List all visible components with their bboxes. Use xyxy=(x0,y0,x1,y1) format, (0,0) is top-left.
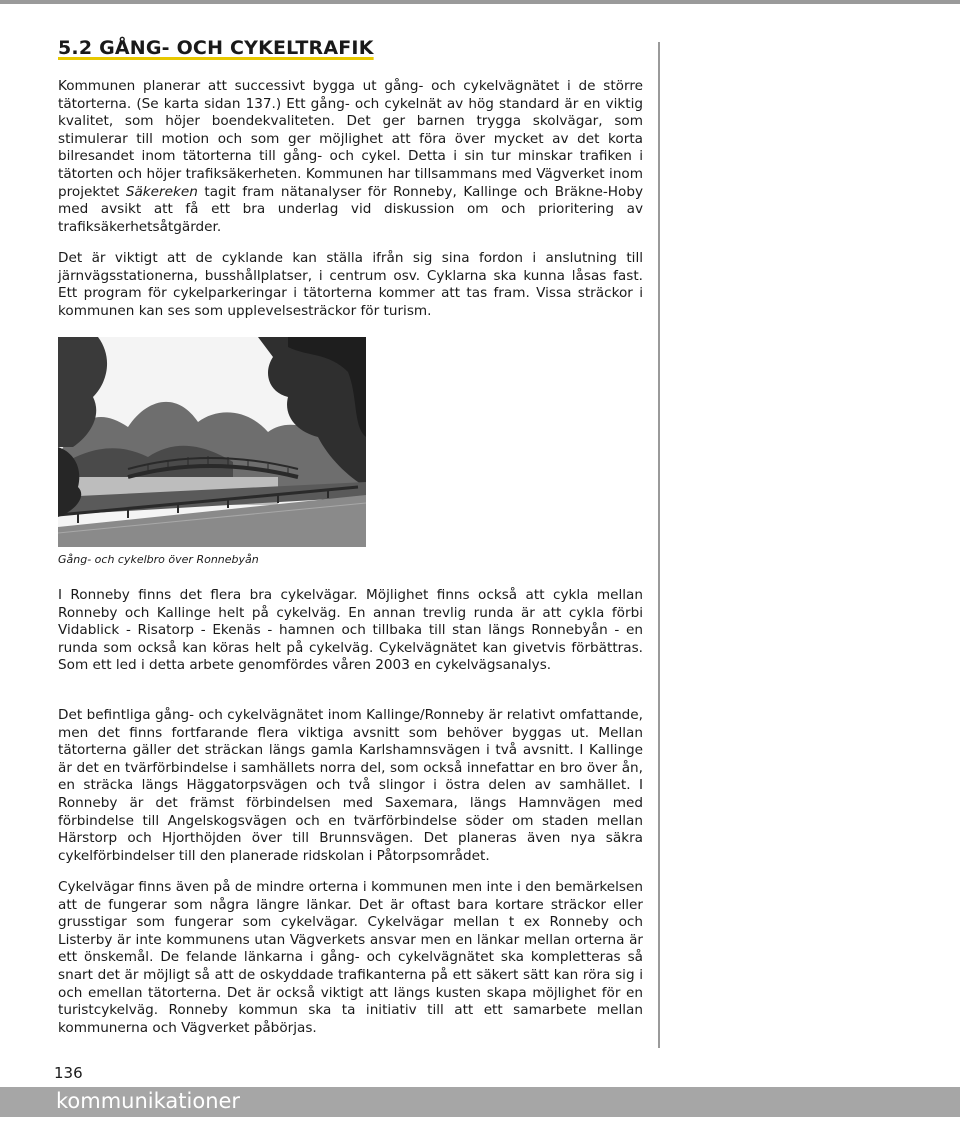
paragraph-4: Det befintliga gång- och cykelvägnätet inom Kallinge/Ronneby är relativt omfattande, men det finns fortfarande flera viktiga avsnitt som behöver byggas ut. Mellan tätorterna gäller det sträckan längs gamla Karlshamnsvägen i två avsnitt. I Kallinge är det en tvärförbindelse i samhällets norra del, som också innefattar en bro över ån, en sträcka längs Häggatorpsvägen och två slingor i östra delen av samhället. I Ronneby är det främst förbindelsen med Saxemara, längs Hamnvägen med förbindelse till Angelskogsvägen och en tvärförbindelse söder om staden mellan Härstorp och Hjorthöjden över till Brunnsvägen. Det planeras även nya säkra cykelförbindelser till den planerade ridskolan i Påtorpsområdet. xyxy=(58,707,643,864)
paragraph-1 xyxy=(58,78,643,236)
paragraph-2: Det är viktigt att de cyklande kan ställa ifrån sig sina fordon i anslutning till järnvägsstationerna, busshållplatser, i centrum osv. Cyklarna ska kunna låsas fast. Ett program för cykelparkeringar i tätorterna kommer att tas fram. Vissa sträckor i kommunen kan ses som upplevelsesträckor för turism. xyxy=(58,250,643,319)
project-name: Säkereken xyxy=(125,183,198,200)
paragraph-1-text-b: tagit fram nätanalyser för Ronneby, Kallinge och Bräkne-Hoby med avsikt att få ett bra underlag vid diskussion om och prioritering av trafiksäkerhetsåtgärder. xyxy=(58,183,643,235)
bridge-photo xyxy=(58,337,366,547)
section-heading: 5.2 GÅNG- OCH CYKELTRAFIK xyxy=(58,37,374,59)
paragraph-1-text-a: Kommunen planerar att successivt bygga ut gång- och cykelvägnätet i de större tätorterna. (Se karta sidan 137.) Ett gång- och cykelnät av hög standard är en viktig kvalitet, som höjer boendekvaliteten. Det ger barnen trygga skolvägar, som stimulerar till motion och som ger möjlighet att föra över mycket av det korta bilresandet inom tätorterna till gång- och cykel. Detta i sin tur minskar trafiken i tätorten och höjer trafiksäkerheten. Kommunen har tillsammans med Vägverket inom projektet xyxy=(58,78,643,200)
page-number: 136 xyxy=(54,1064,83,1082)
top-rule xyxy=(0,0,960,4)
chapter-label: kommunikationer xyxy=(56,1089,241,1113)
column-divider xyxy=(658,42,660,1048)
bridge-photo-illustration xyxy=(58,337,366,547)
figure-caption: Gång- och cykelbro över Ronnebyån xyxy=(58,553,259,566)
paragraph-5: Cykelvägar finns även på de mindre orterna i kommunen men inte i den bemärkelsen att de fungerar som några längre länkar. Det är oftast bara kortare sträckor eller grusstigar som fungerar som cykelvägar. Cykelvägar mellan t ex Ronneby och Listerby är inte kommunens utan Vägverkets ansvar men en länkar mellan orterna är ett önskemål. De felande länkarna i gång- och cykelvägnätet ska kompletteras så snart det är möjligt så att de oskyddade trafikanterna på ett säkert sätt kan röra sig i och emellan tätorterna. Det är också viktigt att längs kusten skapa möjlighet för en turistcykelväg. Ronneby kommun ska ta initiativ till att ett samarbete mellan kommunerna och Vägverket påbörjas. xyxy=(58,879,643,1036)
paragraph-3: I Ronneby finns det flera bra cykelvägar. Möjlighet finns också att cykla mellan Ronneby och Kallinge helt på cykelväg. En annan trevlig runda är att cykla förbi Vidablick - Risatorp - Ekenäs - hamnen och tillbaka till stan längs Ronnebyån - en runda som också kan köras helt på cykelväg. Cykelvägnätet kan givetvis förbättras. Som ett led i detta arbete genomfördes våren 2003 en cykelvägsanalys. xyxy=(58,587,643,674)
